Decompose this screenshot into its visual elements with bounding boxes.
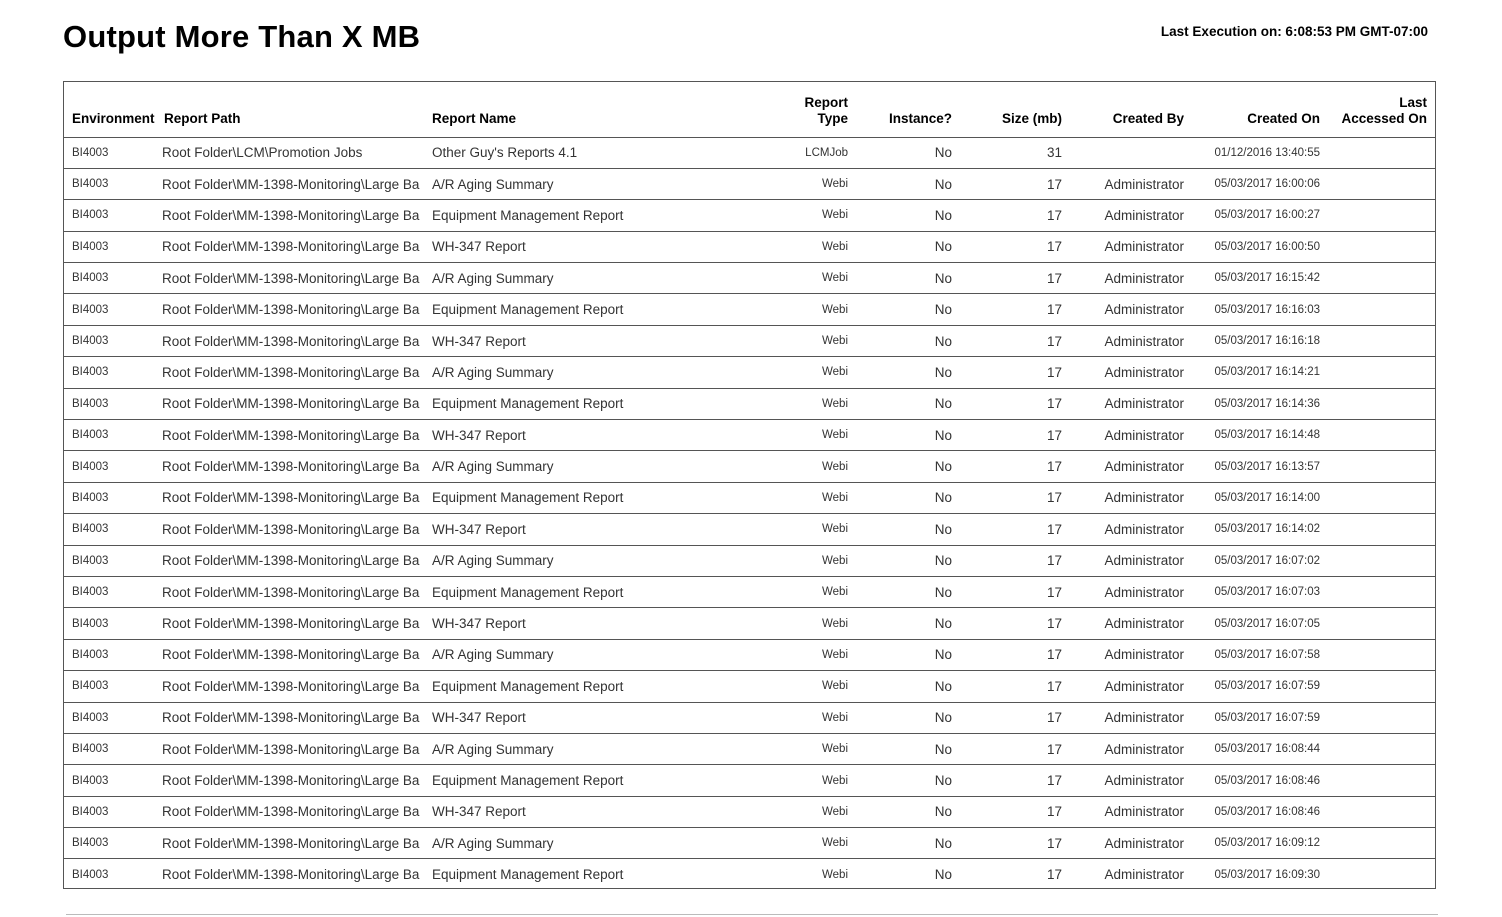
cell-created-on: 05/03/2017 16:00:27 <box>1192 200 1328 231</box>
cell-size: 17 <box>960 576 1070 607</box>
table-row <box>64 514 1435 545</box>
cell-created-by: Administrator <box>1104 867 1184 883</box>
table-row <box>64 828 1435 859</box>
cell-created-on: 05/03/2017 16:14:36 <box>1192 388 1328 419</box>
cell-report-type: Webi <box>724 828 856 859</box>
cell-last-accessed <box>1328 733 1435 764</box>
column-header-size: Size (mb) <box>960 82 1070 137</box>
cell-report-type: Webi <box>724 263 856 294</box>
table-row <box>64 608 1435 639</box>
cell-created-by: Administrator <box>1070 357 1192 388</box>
cell-environment: BI4003 <box>64 576 156 607</box>
cell-instance: No <box>856 796 960 827</box>
cell-created-on: 01/12/2016 13:40:55 <box>1192 137 1328 168</box>
cell-last-accessed <box>1328 608 1435 639</box>
column-header-created-by: Created By <box>1070 82 1192 137</box>
cell-size: 17 <box>960 733 1070 764</box>
cell-size: 17 <box>960 639 1070 670</box>
cell-environment: BI4003 <box>64 765 156 796</box>
cell-created-on: 05/03/2017 16:14:00 <box>1192 482 1328 513</box>
cell-last-accessed <box>1328 451 1435 482</box>
table-row <box>64 231 1435 262</box>
cell-last-accessed <box>1328 765 1435 796</box>
cell-created-by: Administrator <box>1070 796 1192 827</box>
table-row <box>64 796 1435 827</box>
table-row <box>64 388 1435 419</box>
table-row <box>64 357 1435 388</box>
cell-report-name: Equipment Management Report <box>424 671 724 702</box>
cell-report-path: Root Folder\MM-1398-Monitoring\Large Ba <box>156 482 424 513</box>
column-header-environment: Environment <box>64 82 156 137</box>
cell-size: 17 <box>1046 867 1062 883</box>
cell-report-type: Webi <box>724 702 856 733</box>
cell-environment: BI4003 <box>64 200 156 231</box>
cell-environment: BI4003 <box>64 357 156 388</box>
cell-environment: BI4003 <box>64 263 156 294</box>
cell-created-by: Administrator <box>1070 200 1192 231</box>
cell-instance: No <box>856 357 960 388</box>
cell-environment: BI4003 <box>72 868 109 881</box>
cell-created-by <box>1070 137 1192 168</box>
cell-created-on: 05/03/2017 16:14:02 <box>1192 514 1328 545</box>
cell-report-type: Webi <box>724 482 856 513</box>
cell-instance: No <box>856 514 960 545</box>
table-row <box>64 482 1435 513</box>
cell-report-path: Root Folder\MM-1398-Monitoring\Large Ba <box>156 639 424 670</box>
column-header-report-type-line1: Report <box>804 94 848 110</box>
cell-created-on: 05/03/2017 16:00:06 <box>1192 168 1328 199</box>
cell-size: 17 <box>960 294 1070 325</box>
last-execution-label: Last Execution on: 6:08:53 PM GMT-07:00 <box>1160 24 1428 39</box>
cell-last-accessed <box>1328 294 1435 325</box>
column-header-last-accessed-line1: Last <box>1399 94 1427 110</box>
cell-report-name: A/R Aging Summary <box>424 168 724 199</box>
cell-instance: No <box>856 294 960 325</box>
cell-created-by: Administrator <box>1070 765 1192 796</box>
header-row <box>64 82 1435 137</box>
cell-report-name: A/R Aging Summary <box>424 639 724 670</box>
cell-report-name: WH-347 Report <box>424 325 724 356</box>
cell-created-on: 05/03/2017 16:08:44 <box>1192 733 1328 764</box>
cell-environment: BI4003 <box>64 388 156 419</box>
column-header-report-type <box>724 82 856 137</box>
cell-last-accessed <box>1328 168 1435 199</box>
cell-instance: No <box>856 576 960 607</box>
cell-last-accessed <box>1328 859 1435 889</box>
cell-size: 17 <box>960 357 1070 388</box>
cell-report-type: Webi <box>724 671 856 702</box>
cell-report-name: A/R Aging Summary <box>424 357 724 388</box>
cell-created-on: 05/03/2017 16:09:30 <box>1214 868 1320 881</box>
table-row <box>64 420 1435 451</box>
cell-size: 17 <box>960 200 1070 231</box>
cell-environment: BI4003 <box>64 608 156 639</box>
cell-environment: BI4003 <box>64 482 156 513</box>
cell-report-type: Webi <box>724 608 856 639</box>
cell-report-type: Webi <box>724 420 856 451</box>
cell-environment: BI4003 <box>64 733 156 764</box>
cell-report-type: Webi <box>724 325 856 356</box>
cell-size: 17 <box>960 514 1070 545</box>
cell-environment: BI4003 <box>64 137 156 168</box>
cell-report-type: Webi <box>724 796 856 827</box>
cell-created-by: Administrator <box>1070 420 1192 451</box>
cell-created-by: Administrator <box>1070 545 1192 576</box>
report-title: Output More Than X MB <box>63 19 421 54</box>
cell-report-type: Webi <box>724 294 856 325</box>
cell-last-accessed <box>1328 231 1435 262</box>
table-row <box>64 576 1435 607</box>
cell-instance: No <box>856 671 960 702</box>
table-row <box>64 545 1435 576</box>
cell-instance: No <box>856 451 960 482</box>
cell-instance: No <box>856 137 960 168</box>
cell-created-on: 05/03/2017 16:08:46 <box>1192 765 1328 796</box>
cell-report-type: Webi <box>724 200 856 231</box>
cell-report-name: WH-347 Report <box>424 796 724 827</box>
page-divider <box>66 914 1438 915</box>
cell-instance: No <box>856 608 960 639</box>
cell-size: 17 <box>960 263 1070 294</box>
report-table <box>64 82 1435 889</box>
cell-environment: BI4003 <box>64 451 156 482</box>
cell-environment: BI4003 <box>64 420 156 451</box>
cell-report-path: Root Folder\MM-1398-Monitoring\Large Ba <box>156 576 424 607</box>
cell-report-name: Equipment Management Report <box>424 765 724 796</box>
cell-report-type: Webi <box>724 388 856 419</box>
cell-created-by: Administrator <box>1070 733 1192 764</box>
cell-created-by: Administrator <box>1070 576 1192 607</box>
column-header-report-path: Report Path <box>156 82 424 137</box>
cell-report-path: Root Folder\MM-1398-Monitoring\Large Ba <box>156 451 424 482</box>
cell-last-accessed <box>1328 514 1435 545</box>
cell-environment: BI4003 <box>64 671 156 702</box>
cell-report-name: A/R Aging Summary <box>424 733 724 764</box>
column-header-report-type-line2: Type <box>817 110 848 126</box>
cell-created-on: 05/03/2017 16:00:50 <box>1192 231 1328 262</box>
table-row <box>64 263 1435 294</box>
cell-report-path: Root Folder\MM-1398-Monitoring\Large Ba <box>156 671 424 702</box>
cell-created-by: Administrator <box>1070 294 1192 325</box>
cell-report-type: Webi <box>724 765 856 796</box>
cell-created-on: 05/03/2017 16:07:05 <box>1192 608 1328 639</box>
cell-report-path: Root Folder\MM-1398-Monitoring\Large Ba <box>156 263 424 294</box>
table-body <box>64 137 1435 889</box>
cell-created-by: Administrator <box>1070 325 1192 356</box>
cell-report-type: LCMJob <box>724 137 856 168</box>
table-row <box>64 451 1435 482</box>
table-row <box>64 702 1435 733</box>
table-row <box>64 200 1435 231</box>
cell-created-on: 05/03/2017 16:13:57 <box>1192 451 1328 482</box>
table-row <box>64 639 1435 670</box>
cell-report-type: Webi <box>822 868 848 881</box>
cell-last-accessed <box>1328 263 1435 294</box>
cell-report-name: WH-347 Report <box>424 702 724 733</box>
table-row <box>64 765 1435 796</box>
cell-created-by: Administrator <box>1070 608 1192 639</box>
table-row <box>64 859 1435 889</box>
cell-instance: No <box>856 733 960 764</box>
cell-environment: BI4003 <box>64 545 156 576</box>
cell-report-name: A/R Aging Summary <box>424 263 724 294</box>
column-header-instance: Instance? <box>856 82 960 137</box>
cell-report-type: Webi <box>724 357 856 388</box>
table-row <box>64 671 1435 702</box>
cell-report-type: Webi <box>724 733 856 764</box>
cell-report-name: WH-347 Report <box>424 420 724 451</box>
cell-created-by: Administrator <box>1070 451 1192 482</box>
cell-report-name: Equipment Management Report <box>424 200 724 231</box>
cell-last-accessed <box>1328 545 1435 576</box>
cell-report-name: A/R Aging Summary <box>424 545 724 576</box>
table-row <box>64 733 1435 764</box>
cell-report-type: Webi <box>724 639 856 670</box>
cell-report-name: WH-347 Report <box>424 608 724 639</box>
cell-last-accessed <box>1328 420 1435 451</box>
column-header-created-on: Created On <box>1192 82 1328 137</box>
cell-environment: BI4003 <box>64 514 156 545</box>
cell-report-name: Other Guy's Reports 4.1 <box>424 137 724 168</box>
cell-created-on: 05/03/2017 16:14:48 <box>1192 420 1328 451</box>
cell-report-path: Root Folder\MM-1398-Monitoring\Large Ba <box>162 867 420 883</box>
cell-created-on: 05/03/2017 16:07:02 <box>1192 545 1328 576</box>
cell-environment: BI4003 <box>64 828 156 859</box>
cell-created-on: 05/03/2017 16:07:59 <box>1192 702 1328 733</box>
cell-report-name: Equipment Management Report <box>424 576 724 607</box>
cell-report-path: Root Folder\MM-1398-Monitoring\Large Ba <box>156 765 424 796</box>
cell-created-on: 05/03/2017 16:14:21 <box>1192 357 1328 388</box>
cell-last-accessed <box>1328 357 1435 388</box>
report-table-frame <box>63 81 1436 889</box>
cell-report-name: Equipment Management Report <box>424 482 724 513</box>
cell-instance: No <box>856 231 960 262</box>
cell-report-path: Root Folder\MM-1398-Monitoring\Large Ba <box>156 200 424 231</box>
cell-report-path: Root Folder\MM-1398-Monitoring\Large Ba <box>156 733 424 764</box>
column-header-last-accessed-line2: Accessed On <box>1341 110 1427 126</box>
cell-last-accessed <box>1328 200 1435 231</box>
cell-created-by: Administrator <box>1070 514 1192 545</box>
cell-last-accessed <box>1328 576 1435 607</box>
cell-report-name: A/R Aging Summary <box>424 451 724 482</box>
cell-report-path: Root Folder\MM-1398-Monitoring\Large Ba <box>156 796 424 827</box>
cell-instance: No <box>934 867 952 883</box>
cell-report-type: Webi <box>724 451 856 482</box>
cell-last-accessed <box>1328 702 1435 733</box>
cell-report-type: Webi <box>724 576 856 607</box>
cell-instance: No <box>856 765 960 796</box>
cell-report-type: Webi <box>724 514 856 545</box>
cell-environment: BI4003 <box>64 294 156 325</box>
cell-created-by: Administrator <box>1070 388 1192 419</box>
cell-environment: BI4003 <box>64 231 156 262</box>
table-row <box>64 325 1435 356</box>
cell-report-path: Root Folder\MM-1398-Monitoring\Large Ba <box>156 545 424 576</box>
cell-instance: No <box>856 263 960 294</box>
cell-report-path: Root Folder\MM-1398-Monitoring\Large Ba <box>156 294 424 325</box>
cell-instance: No <box>856 200 960 231</box>
cell-report-path: Root Folder\MM-1398-Monitoring\Large Ba <box>156 514 424 545</box>
cell-size: 17 <box>960 765 1070 796</box>
cell-last-accessed <box>1328 639 1435 670</box>
cell-size: 17 <box>960 671 1070 702</box>
cell-size: 17 <box>960 828 1070 859</box>
cell-created-on: 05/03/2017 16:16:03 <box>1192 294 1328 325</box>
cell-created-by: Administrator <box>1070 639 1192 670</box>
cell-environment: BI4003 <box>64 796 156 827</box>
cell-instance: No <box>856 325 960 356</box>
cell-created-by: Administrator <box>1070 168 1192 199</box>
cell-instance: No <box>856 545 960 576</box>
cell-report-path: Root Folder\MM-1398-Monitoring\Large Ba <box>156 420 424 451</box>
cell-instance: No <box>856 482 960 513</box>
cell-created-by: Administrator <box>1070 702 1192 733</box>
cell-report-name: Equipment Management Report <box>424 294 724 325</box>
cell-instance: No <box>856 420 960 451</box>
cell-report-path: Root Folder\LCM\Promotion Jobs <box>156 137 424 168</box>
cell-size: 17 <box>960 420 1070 451</box>
cell-report-path: Root Folder\MM-1398-Monitoring\Large Ba <box>156 325 424 356</box>
cell-report-type: Webi <box>724 168 856 199</box>
cell-report-path: Root Folder\MM-1398-Monitoring\Large Ba <box>156 828 424 859</box>
cell-report-path: Root Folder\MM-1398-Monitoring\Large Ba <box>156 702 424 733</box>
cell-created-on: 05/03/2017 16:07:58 <box>1192 639 1328 670</box>
cell-instance: No <box>856 702 960 733</box>
cell-size: 17 <box>960 231 1070 262</box>
cell-instance: No <box>856 639 960 670</box>
cell-instance: No <box>856 828 960 859</box>
cell-report-name: A/R Aging Summary <box>424 828 724 859</box>
table-row <box>64 168 1435 199</box>
cell-report-name: Equipment Management Report <box>432 867 624 883</box>
cell-created-on: 05/03/2017 16:16:18 <box>1192 325 1328 356</box>
cell-size: 31 <box>960 137 1070 168</box>
cell-report-type: Webi <box>724 545 856 576</box>
cell-created-by: Administrator <box>1070 482 1192 513</box>
cell-size: 17 <box>960 482 1070 513</box>
cell-created-on: 05/03/2017 16:07:03 <box>1192 576 1328 607</box>
cell-size: 17 <box>960 451 1070 482</box>
cell-report-path: Root Folder\MM-1398-Monitoring\Large Ba <box>156 231 424 262</box>
cell-created-on: 05/03/2017 16:08:46 <box>1192 796 1328 827</box>
cell-created-by: Administrator <box>1070 231 1192 262</box>
cell-report-type: Webi <box>724 231 856 262</box>
cell-size: 17 <box>960 545 1070 576</box>
cell-size: 17 <box>960 608 1070 639</box>
cell-last-accessed <box>1328 796 1435 827</box>
column-header-last-accessed <box>1328 82 1435 137</box>
cell-report-name: WH-347 Report <box>424 514 724 545</box>
cell-environment: BI4003 <box>64 325 156 356</box>
cell-last-accessed <box>1328 828 1435 859</box>
cell-created-by: Administrator <box>1070 828 1192 859</box>
cell-environment: BI4003 <box>64 168 156 199</box>
cell-report-path: Root Folder\MM-1398-Monitoring\Large Ba <box>156 608 424 639</box>
table-row <box>64 294 1435 325</box>
cell-environment: BI4003 <box>64 639 156 670</box>
cell-size: 17 <box>960 702 1070 733</box>
cell-size: 17 <box>960 325 1070 356</box>
cell-report-path: Root Folder\MM-1398-Monitoring\Large Ba <box>156 357 424 388</box>
cell-report-name: WH-347 Report <box>424 231 724 262</box>
cell-environment: BI4003 <box>64 702 156 733</box>
cell-report-name: Equipment Management Report <box>424 388 724 419</box>
cell-last-accessed <box>1328 137 1435 168</box>
cell-instance: No <box>856 388 960 419</box>
cell-instance: No <box>856 168 960 199</box>
cell-report-path: Root Folder\MM-1398-Monitoring\Large Ba <box>156 168 424 199</box>
cell-last-accessed <box>1328 482 1435 513</box>
cell-created-on: 05/03/2017 16:07:59 <box>1192 671 1328 702</box>
cell-created-by: Administrator <box>1070 263 1192 294</box>
cell-size: 17 <box>960 168 1070 199</box>
cell-report-path: Root Folder\MM-1398-Monitoring\Large Ba <box>156 388 424 419</box>
cell-created-by: Administrator <box>1070 671 1192 702</box>
column-header-report-name: Report Name <box>424 82 724 137</box>
cell-size: 17 <box>960 388 1070 419</box>
cell-size: 17 <box>960 796 1070 827</box>
cell-last-accessed <box>1328 325 1435 356</box>
cell-last-accessed <box>1328 671 1435 702</box>
cell-created-on: 05/03/2017 16:09:12 <box>1192 828 1328 859</box>
cell-last-accessed <box>1328 388 1435 419</box>
cell-created-on: 05/03/2017 16:15:42 <box>1192 263 1328 294</box>
table-row <box>64 137 1435 168</box>
